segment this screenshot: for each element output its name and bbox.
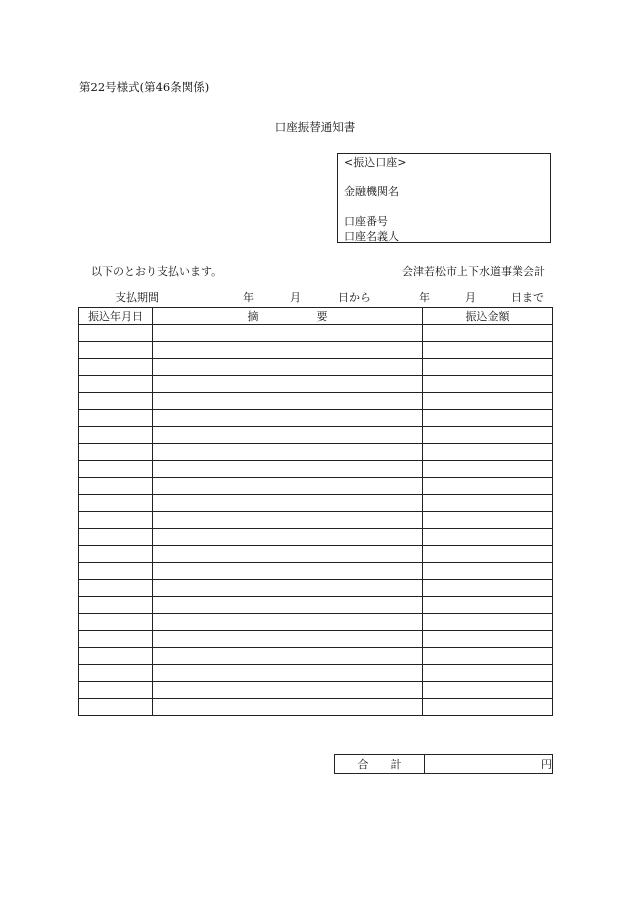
- date-cell[interactable]: [79, 614, 153, 631]
- date-cell[interactable]: [79, 410, 153, 427]
- table-header-row: [79, 308, 553, 325]
- amount-cell[interactable]: [423, 665, 553, 682]
- amount-cell[interactable]: [423, 325, 553, 342]
- table-row: [79, 427, 553, 444]
- account-box: [337, 153, 551, 243]
- amount-cell[interactable]: [423, 648, 553, 665]
- table-row: [79, 648, 553, 665]
- summary-cell[interactable]: [153, 699, 423, 716]
- summary-cell[interactable]: [153, 597, 423, 614]
- header-transfer-date: 振込年月日: [79, 308, 153, 325]
- intro-text: 以下のとおり支払います。: [91, 265, 223, 278]
- date-cell[interactable]: [79, 665, 153, 682]
- document-title: 口座振替通知書: [274, 120, 356, 134]
- table-row: [79, 580, 553, 597]
- amount-cell[interactable]: [423, 342, 553, 359]
- total-label-part1: 合: [357, 757, 369, 771]
- table-row: [79, 597, 553, 614]
- summary-cell[interactable]: [153, 359, 423, 376]
- amount-cell[interactable]: [423, 546, 553, 563]
- table-row: [79, 529, 553, 546]
- bank-name-label: 金融機関名: [344, 185, 399, 198]
- period-end-year-label: 年: [419, 291, 430, 304]
- summary-cell[interactable]: [153, 342, 423, 359]
- amount-cell[interactable]: [423, 597, 553, 614]
- date-cell[interactable]: [79, 393, 153, 410]
- header-summary: [153, 308, 423, 325]
- summary-cell[interactable]: [153, 444, 423, 461]
- summary-cell[interactable]: [153, 648, 423, 665]
- table-row: [79, 682, 553, 699]
- amount-cell[interactable]: [423, 461, 553, 478]
- table-row: [79, 410, 553, 427]
- total-row: [335, 755, 553, 774]
- summary-cell[interactable]: [153, 563, 423, 580]
- table-row: [79, 325, 553, 342]
- form-number: 第22号様式(第46条関係): [79, 80, 210, 94]
- period-start-month-label: 月: [290, 291, 301, 304]
- summary-cell[interactable]: [153, 512, 423, 529]
- amount-cell[interactable]: [423, 376, 553, 393]
- summary-cell[interactable]: [153, 427, 423, 444]
- table-row: [79, 512, 553, 529]
- date-cell[interactable]: [79, 512, 153, 529]
- summary-cell[interactable]: [153, 478, 423, 495]
- date-cell[interactable]: [79, 631, 153, 648]
- summary-cell[interactable]: [153, 580, 423, 597]
- date-cell[interactable]: [79, 495, 153, 512]
- payer-name: 会津若松市上下水道事業会計: [402, 265, 545, 278]
- date-cell[interactable]: [79, 597, 153, 614]
- summary-cell[interactable]: [153, 529, 423, 546]
- summary-cell[interactable]: [153, 495, 423, 512]
- date-cell[interactable]: [79, 444, 153, 461]
- date-cell[interactable]: [79, 682, 153, 699]
- summary-cell[interactable]: [153, 665, 423, 682]
- period-start-day-label: 日から: [338, 291, 371, 304]
- table-row: [79, 563, 553, 580]
- table-row: [79, 665, 553, 682]
- amount-cell[interactable]: [423, 512, 553, 529]
- table-row: [79, 393, 553, 410]
- date-cell[interactable]: [79, 376, 153, 393]
- amount-cell[interactable]: [423, 393, 553, 410]
- date-cell[interactable]: [79, 563, 153, 580]
- table-row: [79, 376, 553, 393]
- period-end-month-label: 月: [465, 291, 476, 304]
- summary-cell[interactable]: [153, 325, 423, 342]
- summary-cell[interactable]: [153, 682, 423, 699]
- table-row: [79, 342, 553, 359]
- table-row: [79, 359, 553, 376]
- table-row: [79, 546, 553, 563]
- total-label-part2: 計: [390, 757, 402, 771]
- date-cell[interactable]: [79, 529, 153, 546]
- amount-cell[interactable]: [423, 478, 553, 495]
- table-row: [79, 495, 553, 512]
- yen-unit: 円: [541, 757, 552, 771]
- header-summary-part1: 摘: [247, 309, 259, 323]
- total-amount-field[interactable]: [425, 755, 553, 774]
- summary-cell[interactable]: [153, 461, 423, 478]
- header-summary-part2: 要: [316, 309, 328, 323]
- period-end-day-label: 日まで: [511, 291, 544, 304]
- summary-cell[interactable]: [153, 614, 423, 631]
- date-cell[interactable]: [79, 359, 153, 376]
- amount-cell[interactable]: [423, 631, 553, 648]
- table-row: [79, 699, 553, 716]
- amount-cell[interactable]: [423, 410, 553, 427]
- summary-cell[interactable]: [153, 410, 423, 427]
- summary-cell[interactable]: [153, 393, 423, 410]
- table-row: [79, 614, 553, 631]
- total-table: [334, 754, 553, 774]
- date-cell[interactable]: [79, 427, 153, 444]
- table-row: [79, 631, 553, 648]
- total-label: [335, 755, 425, 774]
- summary-cell[interactable]: [153, 631, 423, 648]
- date-cell[interactable]: [79, 325, 153, 342]
- table-row: [79, 461, 553, 478]
- date-cell[interactable]: [79, 580, 153, 597]
- header-transfer-amount: 振込金額: [423, 308, 553, 325]
- summary-cell[interactable]: [153, 376, 423, 393]
- transfer-detail-table: [78, 307, 553, 716]
- amount-cell[interactable]: [423, 444, 553, 461]
- amount-cell[interactable]: [423, 427, 553, 444]
- amount-cell[interactable]: [423, 563, 553, 580]
- summary-cell[interactable]: [153, 546, 423, 563]
- date-cell[interactable]: [79, 342, 153, 359]
- table-row: [79, 478, 553, 495]
- date-cell[interactable]: [79, 648, 153, 665]
- account-number-label: 口座番号: [344, 215, 388, 228]
- payment-period-label: 支払期間: [115, 291, 159, 304]
- amount-cell[interactable]: [423, 682, 553, 699]
- amount-cell[interactable]: [423, 359, 553, 376]
- date-cell[interactable]: [79, 546, 153, 563]
- date-cell[interactable]: [79, 699, 153, 716]
- amount-cell[interactable]: [423, 580, 553, 597]
- date-cell[interactable]: [79, 478, 153, 495]
- period-start-year-label: 年: [243, 291, 254, 304]
- amount-cell[interactable]: [423, 614, 553, 631]
- amount-cell[interactable]: [423, 529, 553, 546]
- account-box-heading: <振込口座>: [344, 156, 407, 169]
- account-holder-label: 口座名義人: [344, 230, 399, 243]
- amount-cell[interactable]: [423, 699, 553, 716]
- date-cell[interactable]: [79, 461, 153, 478]
- amount-cell[interactable]: [423, 495, 553, 512]
- table-row: [79, 444, 553, 461]
